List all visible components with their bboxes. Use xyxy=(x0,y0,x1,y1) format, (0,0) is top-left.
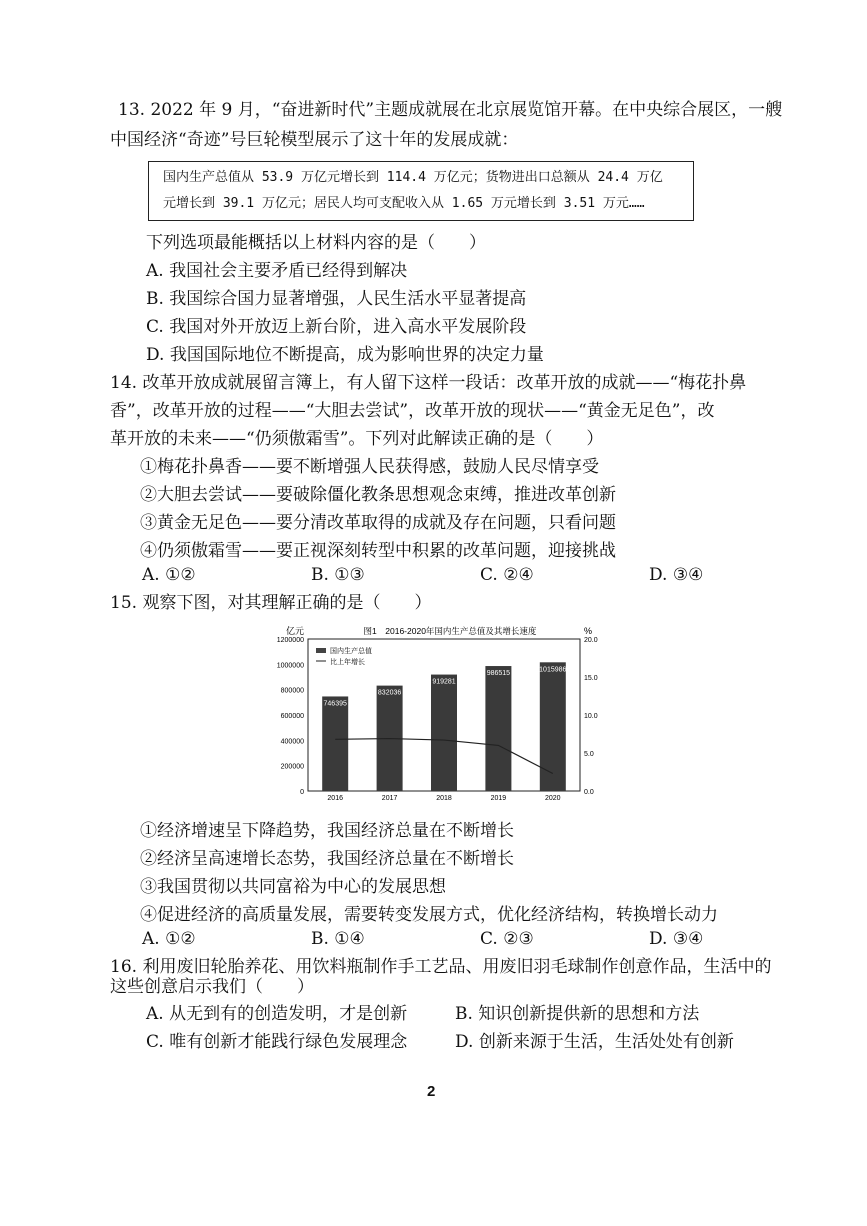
q13-material-box xyxy=(148,161,694,221)
left-tick-label: 1200000 xyxy=(276,637,304,644)
q16-line-1: 16. 利用废旧轮胎养花、用饮料瓶制作手工艺品、用废旧羽毛球制作创意作品，生活中的 xyxy=(110,957,772,977)
legend-bar-label: 国内生产总值 xyxy=(330,648,372,655)
chart-legend xyxy=(316,646,372,666)
q14-choice-c: C. ②④ xyxy=(480,565,534,585)
q13-box-line-1: 国内生产总值从 53.9 万亿元增长到 114.4 万亿元；货物进出口总额从 24.4 万亿 xyxy=(163,170,663,185)
left-axis-unit: 亿元 xyxy=(286,626,305,636)
left-tick-label: 200000 xyxy=(280,763,304,771)
q14-item-4: ④仍须傲霜雪——要正视深刻转型中积累的改革问题，迎接挑战 xyxy=(140,541,616,561)
gdp-bar-value: 1015986 xyxy=(539,666,567,674)
q15-item-3: ③我国贯彻以共同富裕为中心的发展思想 xyxy=(140,877,446,897)
right-tick-label: 10.0 xyxy=(584,713,598,720)
gdp-bar-value: 919281 xyxy=(432,678,456,686)
q14-choice-a: A. ①② xyxy=(142,565,196,585)
x-category-label: 2019 xyxy=(490,795,507,802)
q13-option-b: B. 我国综合国力显著增强，人民生活水平显著提高 xyxy=(146,289,527,309)
q13-option-d: D. 我国国际地位不断提高，成为影响世界的决定力量 xyxy=(146,345,544,365)
q14-choice-b: B. ①③ xyxy=(311,565,365,585)
q14-item-2: ②大胆去尝试——要破除僵化教条思想观念束缚，推进改革创新 xyxy=(140,485,616,505)
gdp-bar-value: 986515 xyxy=(486,670,511,678)
q15-choice-c: C. ②③ xyxy=(480,929,534,949)
q15-stem: 15. 观察下图，对其理解正确的是（ ） xyxy=(110,593,432,613)
q13-stem: 下列选项最能概括以上材料内容的是（ ） xyxy=(146,233,486,253)
q15-choice-a: A. ①② xyxy=(142,929,196,949)
q13-option-c: C. 我国对外开放迈上新台阶，进入高水平发展阶段 xyxy=(146,317,527,337)
gdp-chart-svg xyxy=(262,624,608,806)
right-axis-unit: % xyxy=(584,626,593,636)
q13-option-a: A. 我国社会主要矛盾已经得到解决 xyxy=(146,261,408,281)
q14-item-1: ①梅花扑鼻香——要不断增强人民获得感，鼓励人民尽情享受 xyxy=(140,457,599,477)
gdp-chart xyxy=(262,624,608,806)
q13-line-1: 13. 2022 年 9 月，“奋进新时代”主题成就展在北京展览馆开幕。在中央综合展区，一艘 xyxy=(118,100,783,120)
q15-item-4: ④促进经济的高质量发展，需要转变发展方式，优化经济结构，转换增长动力 xyxy=(140,905,718,925)
left-tick-label: 400000 xyxy=(280,738,304,746)
left-tick-label: 1000000 xyxy=(276,662,304,670)
q14-choice-d: D. ③④ xyxy=(649,565,704,585)
chart-title: 图1 2016-2020年国内生产总值及其增长速度 xyxy=(363,626,537,636)
left-tick-label: 800000 xyxy=(280,687,304,695)
q14-line-3: 革开放的未来——“仍须傲霜雪”。下列对此解读正确的是（ ） xyxy=(110,429,604,449)
q14-item-3: ③黄金无足色——要分清改革取得的成就及存在问题，只看问题 xyxy=(140,513,616,533)
x-category-label: 2020 xyxy=(545,795,561,802)
q15-item-1: ①经济增速呈下降趋势，我国经济总量在不断增长 xyxy=(140,821,514,841)
q13-box-line-2: 元增长到 39.1 万亿元；居民人均可支配收入从 1.65 万元增长到 3.51 万元…… xyxy=(163,196,645,211)
left-tick-label: 600000 xyxy=(280,713,304,720)
q15-choice-d: D. ③④ xyxy=(649,929,704,949)
left-tick-label: 0 xyxy=(300,789,304,796)
right-tick-label: 5.0 xyxy=(584,751,594,758)
right-tick-label: 20.0 xyxy=(584,637,598,644)
x-category-label: 2016 xyxy=(327,795,343,802)
q16-option-b: B. 知识创新提供新的思想和方法 xyxy=(455,1004,700,1024)
gdp-bar xyxy=(431,675,457,791)
right-tick-label: 0.0 xyxy=(584,789,594,796)
page-number: 2 xyxy=(427,1083,436,1100)
q16-line-2: 这些创意启示我们（ ） xyxy=(110,977,314,997)
q16-option-d: D. 创新来源于生活，生活处处有创新 xyxy=(455,1032,734,1052)
legend-bar-swatch xyxy=(316,648,326,653)
legend-line-label: 比上年增长 xyxy=(330,659,365,666)
gdp-bar xyxy=(485,666,511,791)
q16-option-c: C. 唯有创新才能践行绿色发展理念 xyxy=(146,1032,408,1052)
x-category-label: 2017 xyxy=(381,795,398,802)
q14-line-2: 香”，改革开放的过程——“大胆去尝试”，改革开放的现状——“黄金无足色”，改 xyxy=(110,401,715,421)
q15-item-2: ②经济呈高速增长态势，我国经济总量在不断增长 xyxy=(140,849,514,869)
gdp-bar xyxy=(540,662,566,791)
gdp-bar-value: 832036 xyxy=(377,689,402,697)
gdp-bar xyxy=(322,696,348,791)
gdp-bar-value: 746395 xyxy=(323,700,347,708)
x-category-label: 2018 xyxy=(436,795,452,802)
right-tick-label: 15.0 xyxy=(584,675,598,682)
q13-line-2: 中国经济“奇迹”号巨轮模型展示了这十年的发展成就： xyxy=(110,130,519,150)
q14-line-1: 14. 改革开放成就展留言簿上，有人留下这样一段话：改革开放的成就——“梅花扑鼻 xyxy=(110,373,747,393)
q15-choice-b: B. ①④ xyxy=(311,929,365,949)
q16-option-a: A. 从无到有的创造发明，才是创新 xyxy=(146,1004,408,1024)
